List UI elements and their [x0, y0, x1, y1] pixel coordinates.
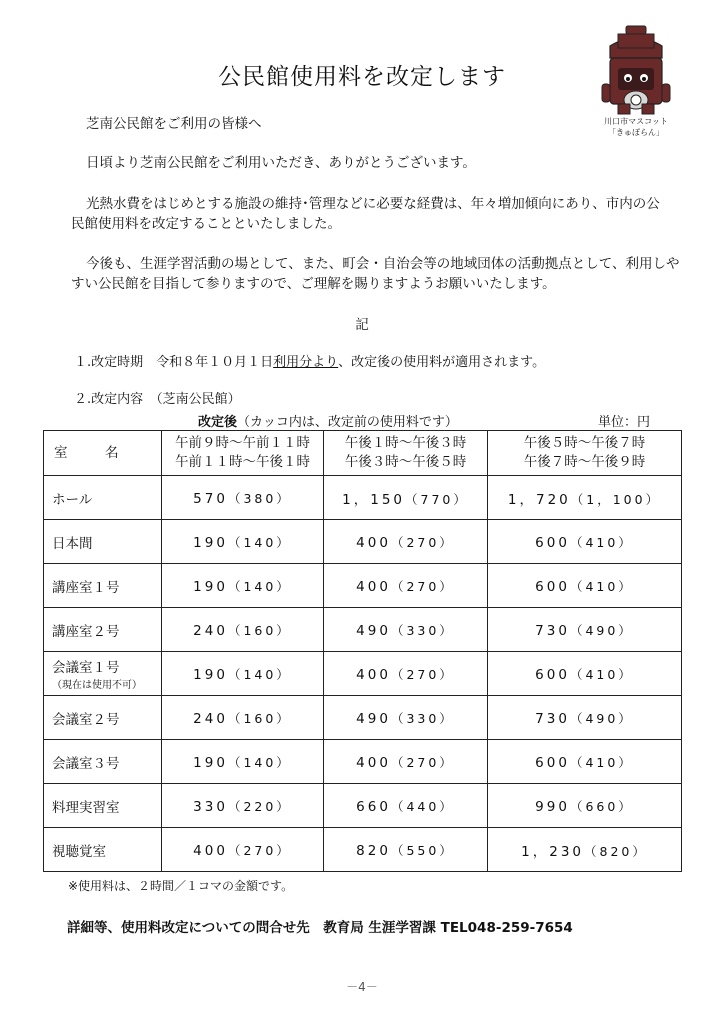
header-room: 室 名	[44, 431, 162, 476]
fee-cell	[324, 608, 488, 652]
fee-cell	[488, 564, 682, 608]
fee-new: 190	[193, 754, 228, 771]
fee-new: 820	[356, 842, 391, 859]
header-period-evening-line1: 午後５時～午後７時	[523, 435, 646, 451]
room-name: 講座室２号	[44, 608, 162, 652]
fee-old: （330）	[390, 622, 455, 638]
fee-new: 240	[193, 622, 228, 639]
fee-new: 1，230	[521, 843, 584, 860]
fee-old: （410）	[569, 666, 634, 682]
table-caption	[198, 411, 458, 430]
fee-cell	[162, 652, 324, 696]
fee-old: （140）	[227, 754, 292, 770]
table-row	[44, 476, 682, 520]
mascot-caption-line2: 「きゅぽらん」	[608, 128, 664, 137]
table-row	[44, 652, 682, 696]
fee-new: 400	[356, 754, 391, 771]
fee-old: （820）	[584, 843, 648, 859]
page-number: －4－	[346, 980, 378, 994]
fee-new: 400	[356, 666, 391, 683]
fee-old: （140）	[227, 666, 292, 682]
fee-new: 990	[535, 798, 570, 815]
fee-old: （380）	[227, 490, 292, 506]
item1-suffix: 、改定後の使用料が適用されます。	[338, 355, 546, 370]
fee-cell	[324, 652, 488, 696]
fee-old: （770）	[405, 491, 469, 507]
fee-cell	[324, 696, 488, 740]
table-row	[44, 828, 682, 872]
greeting: 芝南公民館をご利用の皆様へ	[86, 116, 262, 132]
paragraph-reason: 光熱水費をはじめとする施設の維持･管理などに必要な経費は、年々増加傾向にあり、市内の公民館使用料を改定することといたしました。	[71, 196, 660, 232]
fee-new: 600	[535, 666, 570, 683]
fee-old: （270）	[390, 534, 455, 550]
header-period-afternoon	[324, 431, 488, 476]
fee-old: （410）	[569, 534, 634, 550]
item-revision-content: ２.改定内容 （芝南公民館）	[74, 392, 241, 407]
fee-cell	[324, 828, 488, 872]
fee-old: （140）	[227, 534, 292, 550]
fee-old: （270）	[390, 666, 455, 682]
fee-cell	[488, 652, 682, 696]
fee-cell	[162, 784, 324, 828]
page-title: 公民館使用料を改定します	[218, 64, 506, 90]
fee-old: （270）	[390, 754, 455, 770]
item1-prefix: １.改定時期 令和８年１０月１日	[74, 355, 274, 370]
paragraph-closing: 今後も、生涯学習活動の場として、また、町会・自治会等の地域団体の活動拠点として、利用しやすい公民館を目指して参りますので、ご理解を賜りますようお願いいたします。	[71, 256, 680, 292]
paragraph-thanks: 日頃より芝南公民館をご利用いただき、ありがとうございます。	[86, 155, 476, 171]
header-period-morning	[162, 431, 324, 476]
fee-cell	[488, 784, 682, 828]
fee-new: 730	[535, 710, 570, 727]
fee-old: （490）	[569, 622, 634, 638]
contact-info: 詳細等、使用料改定についての問合せ先 教育局 生涯学習課 TEL048-259-7654	[67, 920, 573, 936]
fee-new: 730	[535, 622, 570, 639]
fee-old: （330）	[390, 710, 455, 726]
fee-table-header	[44, 431, 682, 476]
fee-new: 400	[356, 578, 391, 595]
fee-new: 1，150	[342, 491, 405, 508]
fee-old: （440）	[390, 798, 455, 814]
table-caption-bold: 改定後	[198, 415, 238, 430]
fee-new: 190	[193, 666, 228, 683]
room-name-text: 会議室１号	[52, 660, 120, 676]
fee-cell	[488, 608, 682, 652]
ki-heading: 記	[355, 317, 369, 333]
table-row	[44, 608, 682, 652]
fee-old: （490）	[569, 710, 634, 726]
fee-new: 490	[356, 622, 391, 639]
fee-cell	[324, 520, 488, 564]
fee-cell	[162, 740, 324, 784]
room-name: 視聴覚室	[44, 828, 162, 872]
fee-old: （1，100）	[570, 491, 662, 507]
header-period-evening-line2: 午後７時～午後９時	[523, 454, 646, 470]
fee-new: 660	[356, 798, 391, 815]
fee-new: 600	[535, 578, 570, 595]
room-name: 会議室２号	[44, 696, 162, 740]
fee-new: 600	[535, 754, 570, 771]
fee-old: （270）	[227, 842, 292, 858]
fee-cell	[324, 564, 488, 608]
fee-new: 400	[356, 534, 391, 551]
room-note: （現在は使用不可）	[52, 680, 142, 691]
fee-old: （660）	[569, 798, 634, 814]
room-name	[44, 652, 162, 696]
fee-cell	[162, 564, 324, 608]
item1-underlined: 利用分より	[273, 355, 339, 370]
room-name: 講座室１号	[44, 564, 162, 608]
fee-cell	[488, 696, 682, 740]
fee-cell	[162, 696, 324, 740]
fee-new: 240	[193, 710, 228, 727]
fee-old: （220）	[227, 798, 292, 814]
header-period-afternoon-line2: 午後３時～午後５時	[344, 454, 467, 470]
room-name: ホール	[44, 476, 162, 520]
fee-new: 490	[356, 710, 391, 727]
fee-new: 330	[193, 798, 228, 815]
item-revision-date	[74, 351, 545, 370]
room-name: 日本間	[44, 520, 162, 564]
fee-cell	[162, 520, 324, 564]
fee-new: 570	[193, 490, 228, 507]
fee-new: 400	[193, 842, 228, 859]
fee-old: （410）	[569, 578, 634, 594]
table-row	[44, 784, 682, 828]
table-row	[44, 564, 682, 608]
fee-cell	[324, 740, 488, 784]
fee-cell	[488, 828, 682, 872]
fee-new: 190	[193, 578, 228, 595]
fee-old: （550）	[390, 842, 455, 858]
fee-cell	[324, 476, 488, 520]
table-row	[44, 740, 682, 784]
fee-new: 190	[193, 534, 228, 551]
fee-cell	[162, 476, 324, 520]
fee-old: （160）	[227, 622, 292, 638]
header-period-evening	[488, 431, 682, 476]
fee-new: 1，720	[507, 491, 571, 508]
mascot-caption	[586, 116, 686, 138]
mascot-caption-line1: 川口市マスコット	[604, 117, 668, 126]
fee-new: 600	[535, 534, 570, 551]
room-name: 会議室３号	[44, 740, 162, 784]
fee-table	[43, 430, 682, 872]
fee-old: （140）	[227, 578, 292, 594]
fee-cell	[162, 608, 324, 652]
fee-old: （270）	[390, 578, 455, 594]
fee-cell	[324, 784, 488, 828]
table-caption-rest: （カッコ内は、改定前の使用料です）	[237, 415, 458, 430]
fee-cell	[488, 520, 682, 564]
fee-cell	[488, 740, 682, 784]
header-period-morning-line1: 午前９時～午前１１時	[175, 435, 310, 451]
header-period-afternoon-line1: 午後１時～午後３時	[344, 435, 467, 451]
table-unit: 単位：円	[598, 415, 651, 430]
table-row	[44, 520, 682, 564]
fee-old: （410）	[569, 754, 634, 770]
footnote: ※使用料は、２時間／１コマの金額です。	[68, 879, 294, 893]
fee-old: （160）	[227, 710, 292, 726]
fee-cell	[488, 476, 682, 520]
fee-cell	[162, 828, 324, 872]
header-period-morning-line2: 午前１１時～午後１時	[175, 454, 310, 470]
table-row	[44, 696, 682, 740]
room-name: 料理実習室	[44, 784, 162, 828]
